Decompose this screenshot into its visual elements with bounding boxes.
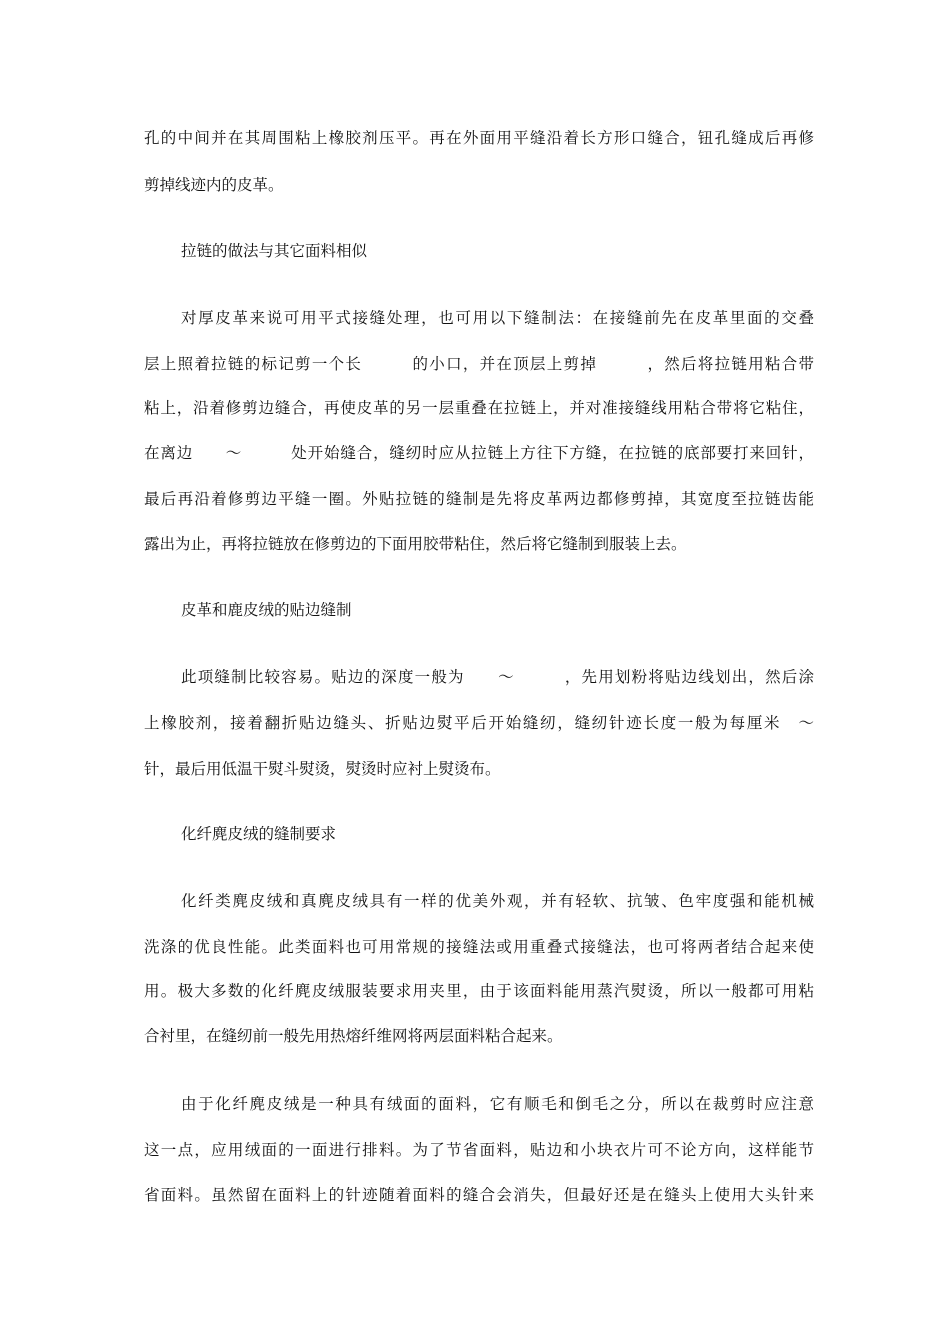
text-line: 洗涤的优良性能。此类面料也可用常规的接缝法或用重叠式接缝法，也可将两者结合起来使 <box>144 938 814 956</box>
text-line: 化纤类麂皮绒和真麂皮绒具有一样的优美外观，并有轻软、抗皱、色牢度强和能机械 <box>181 892 814 910</box>
text-line: 此项缝制比较容易。贴边的深度一般为 ～ ，先用划粉将贴边线划出，然后涂 <box>181 668 814 686</box>
text-line: 孔的中间并在其周围粘上橡胶剂压平。再在外面用平缝沿着长方形口缝合，钮孔缝成后再修 <box>144 129 814 147</box>
text-line: 在离边 ～ 处开始缝合，缝纫时应从拉链上方往下方缝，在拉链的底部要打来回针， <box>144 444 814 462</box>
section-heading: 皮革和鹿皮绒的贴边缝制 <box>181 601 352 619</box>
text-line: 对厚皮革来说可用平式接缝处理，也可用以下缝制法：在接缝前先在皮革里面的交叠 <box>181 309 814 327</box>
text-line: 省面料。虽然留在面料上的针迹随着面料的缝合会消失，但最好还是在缝头上使用大头针来 <box>144 1186 814 1204</box>
text-line: 粘上，沿着修剪边缝合，再使皮革的另一层重叠在拉链上，并对准接缝线用粘合带将它粘住， <box>144 399 814 417</box>
text-line: 露出为止，再将拉链放在修剪边的下面用胶带粘住，然后将它缝制到服装上去。 <box>144 535 687 553</box>
text-line: 上橡胶剂，接着翻折贴边缝头、折贴边熨平后开始缝纫，缝纫针迹长度一般为每厘米 ～ <box>144 714 814 732</box>
section-heading: 拉链的做法与其它面料相似 <box>181 242 368 260</box>
text-line: 这一点，应用绒面的一面进行排料。为了节省面料，贴边和小块衣片可不论方向，这样能节 <box>144 1141 814 1159</box>
text-line: 用。极大多数的化纤麂皮绒服装要求用夹里，由于该面料能用蒸汽熨烫，所以一般都可用粘 <box>144 982 814 1000</box>
text-line: 剪掉线迹内的皮革。 <box>144 176 284 194</box>
text-line: 层上照着拉链的标记剪一个长 的小口，并在顶层上剪掉 ，然后将拉链用粘合带 <box>144 355 814 373</box>
text-line: 由于化纤麂皮绒是一种具有绒面的面料，它有顺毛和倒毛之分，所以在裁剪时应注意 <box>181 1095 814 1113</box>
text-line: 合衬里，在缝纫前一般先用热熔纤维网将两层面料粘合起来。 <box>144 1027 563 1045</box>
text-line: 最后再沿着修剪边平缝一圈。外贴拉链的缝制是先将皮革两边都修剪掉，其宽度至拉链齿能 <box>144 490 814 508</box>
text-line: 针，最后用低温干熨斗熨烫，熨烫时应衬上熨烫布。 <box>144 760 501 778</box>
section-heading: 化纤麂皮绒的缝制要求 <box>181 825 337 843</box>
